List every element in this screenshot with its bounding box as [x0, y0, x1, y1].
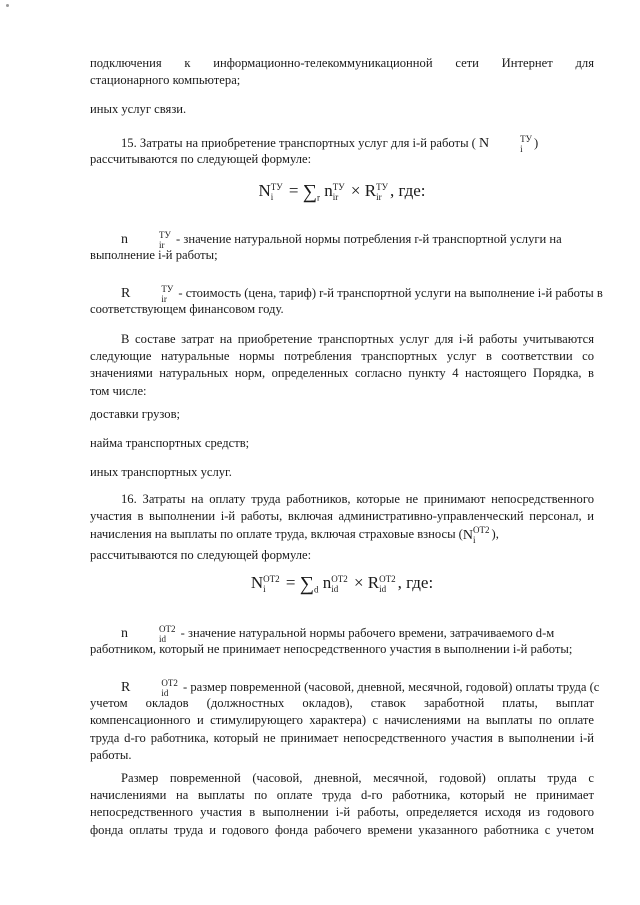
text-line: R ТУ ir - стоимость (цена, тариф) r-й транспортной услуги на выполнение i-й работы в — [121, 284, 603, 304]
paragraph-item-15 — [90, 134, 594, 168]
symbol-n-TU: n ТУ ir — [121, 230, 171, 250]
text-line: выполнение i-й работы; — [90, 248, 218, 263]
text-line: труда d-го работника, который не принимает непосредственного участия в выполнении i-й — [90, 730, 594, 745]
symbol-R-OT2: R ОТ2 id — [121, 678, 178, 698]
text-line: непосредственного участия в выполнении i-й работы, определяется исходя из годового — [90, 805, 594, 820]
text-line: соответствующем финансовом году. — [90, 302, 284, 317]
text-line: рассчитываются по следующей формуле: — [90, 152, 312, 167]
paragraph-wage-size — [90, 770, 594, 839]
text-line: иных услуг связи. — [90, 102, 187, 116]
paragraph-internet — [90, 55, 594, 89]
list-item: иных транспортных услуг. — [90, 465, 232, 479]
text-line: начислениями на выплаты по оплате труда d-го работника, который не принимает — [90, 788, 594, 803]
symbol-n-OT2: n ОТ2 id — [121, 624, 176, 644]
definition-R-tu — [90, 284, 603, 318]
text-line: Размер повременной (часовой, дневной, месячной, годовой) оплаты труда с — [121, 771, 594, 785]
item-15-lead: 15. Затраты на приобретение транспортных услуг для i-й работы ( — [121, 136, 476, 151]
text-line: подключения к информационно-телекоммуникационной сети Интернет для — [90, 56, 594, 70]
text-line: начисления на выплаты по оплате труда, включая страховые взносы (N ОТ2 i ), — [90, 525, 499, 546]
formula-labor: N ОТ2 i = $\sum_d$ n ОТ2 id × R ОТ2 id , где: — [250, 573, 434, 595]
text-line: учетом окладов (должностных окладов), ставок заработной платы, выплат — [90, 696, 594, 711]
definition-n-tu — [90, 230, 594, 264]
text-line: работником, который не принимает непосредственного участия в выполнении i-й работы; — [90, 642, 573, 657]
text-line: фонда оплаты труда и годового фонда рабочего времени указанного работника с учетом — [90, 822, 594, 837]
text-line: 15. Затраты на приобретение транспортных услуг для i-й работы ( N ТУ i ) — [121, 134, 539, 154]
text-line: 16. Затраты на оплату труда работников, которые не принимают непосредственного — [121, 492, 594, 506]
symbol-N-OT2: N ОТ2 i — [462, 525, 490, 546]
paragraph-composition — [90, 331, 594, 400]
text-line: В составе затрат на приобретение транспортных услуг для i-й работы учитываются — [121, 332, 594, 346]
text-line: значениями натуральных норм, определенных согласно пункту 4 настоящего Порядка, в — [90, 366, 594, 381]
text-line: работы. — [90, 747, 132, 762]
symbol-R-TU: R ТУ ir — [121, 284, 174, 304]
formula-transport: N ТУ i = $\sum_r$ n ТУ ir × R ТУ ir , где: — [258, 181, 426, 203]
text-line: рассчитываются по следующей формуле: — [90, 548, 312, 563]
text-line: следующие натуральные нормы потребления транспортных услуг в соответствии со — [90, 349, 594, 364]
list-item: найма транспортных средств; — [90, 436, 250, 450]
text-line: R ОТ2 id - размер повременной (часовой, дневной, месячной, годовой) оплаты труда (с — [121, 678, 600, 698]
definition-n-ot2 — [90, 624, 594, 658]
scan-speck — [6, 4, 9, 7]
paragraph-item-16 — [90, 491, 594, 565]
text-line: стационарного компьютера; — [90, 73, 241, 88]
text-line: участия в выполнении i-й работы, включая административно-управленческий персонал, и — [90, 509, 594, 524]
symbol-N-TU: N ТУ i — [479, 134, 533, 154]
text-line: n ТУ ir - значение натуральной нормы потребления r-й транспортной услуги на — [121, 230, 562, 250]
text-line: компенсационного и стимулирующего характера) с начислениями на выплаты по оплате — [90, 713, 594, 728]
list-item: доставки грузов; — [90, 407, 181, 421]
text-line: том числе: — [90, 383, 147, 398]
definition-R-ot2 — [90, 678, 600, 764]
paragraph-other-comm — [90, 101, 594, 118]
text-line: n ОТ2 id - значение натуральной нормы рабочего времени, затрачиваемого d-м — [121, 624, 555, 644]
